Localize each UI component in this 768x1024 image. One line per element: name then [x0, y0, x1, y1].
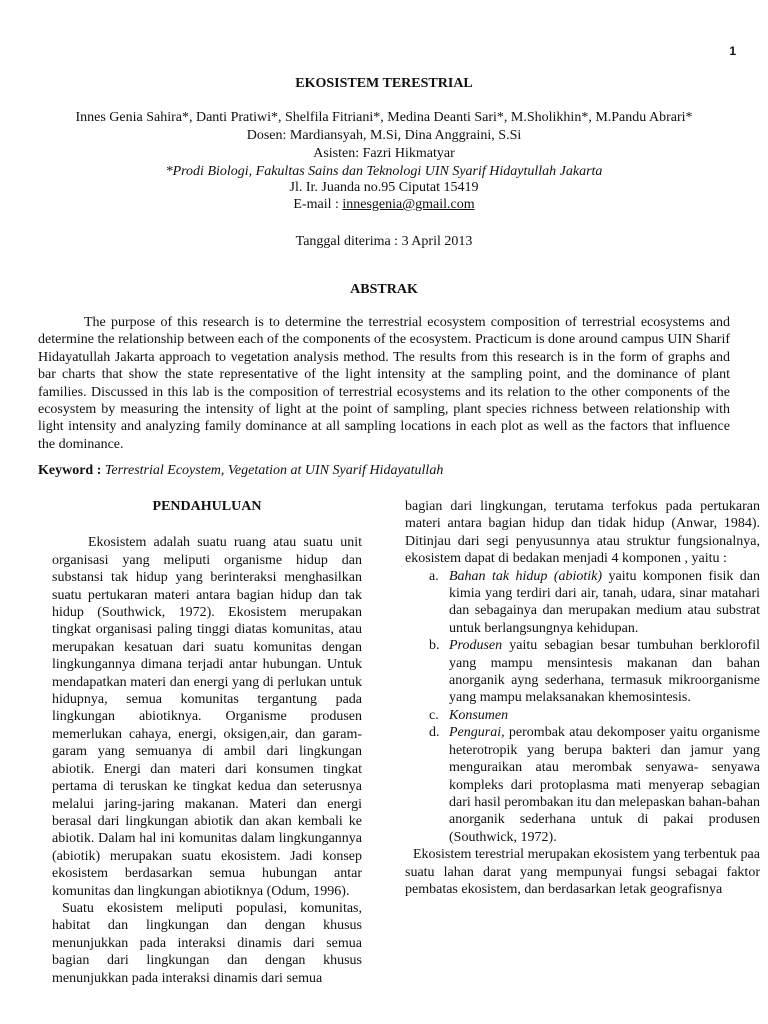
list-item-label: a.: [429, 568, 439, 584]
address: Jl. Ir. Juanda no.95 Ciputat 15419: [289, 180, 479, 195]
list-item-text: yaitu sebagian besar tumbuhan berklorofil yang mampu mensintesis makanan dan bahan anorganik ayng sederhana, termasuk mikroorganisme yang mampu melaksanakan khemosintesis.: [449, 638, 760, 706]
intro-paragraph-1: Ekosistem adalah suatu ruang atau suatu unit organisasi yang meliputi organisme hidup dan substansi tak hidup yang berinteraksi menghasilkan suatu pertukaran materi antara bagian hidup dan tak hidup (Southwick, 1972). Ekosistem merupakan tingkat organisasi paling tinggi diatas komunitas, atau merupakan kesatuan dari suatu komunitas dengan lingkungannya dimana terjadi antar hubungan. Untuk mendapatkan materi dan energi yang di perlukan untuk hidupnya, semua komunitas tergantung pada lingkungan abiotiknya. Organisme produsen memerlukan cahaya, energi, oksigen,air, dan garam- garam yang semuanya di ambil dari lingkungan abiotik. Energi dan materi dari konsumen tingkat pertama di teruskan ke tingkat kedua dan seterusnya melalui jaring-jaring makanan. Materi dan energi berasal dari lingkungan abiotik dan akan kembali ke abiotik. Dalam hal ini komunitas dalam lingkungannya (abiotik) merupakan suatu ekosistem. Jadi konsep ekosistem berdasarkan semua hubungan antar komunitas dan lingkungan abiotiknya (Odum, 1996).: [52, 535, 362, 899]
list-item-text: yaitu komponen fisik dan kimia yang terdiri dari air, tanah, udara, sinar matahari dan sebagainya dan merupakan medium atau substrat untuk berlangsungnya kehidupan.: [449, 568, 760, 636]
left-column: [52, 498, 362, 987]
list-item-term: Bahan tak hidup (abiotik): [449, 568, 603, 584]
received-date: Tanggal diterima : 3 April 2013: [295, 234, 473, 249]
email-label: E-mail :: [293, 197, 343, 212]
keyword-line: [38, 462, 730, 480]
abstract-heading: ABSTRAK: [350, 282, 418, 297]
email-link[interactable]: innesgenia@gmail.com: [342, 197, 475, 212]
list-item: [405, 637, 760, 707]
keyword-text: Terrestrial Ecoystem, Vegetation at UIN Syarif Hidayatullah: [104, 463, 444, 478]
paper-title: EKOSISTEM TERESTRIAL: [295, 76, 473, 91]
list-item-text: perombak atau dekomposer yaitu organisme heterotropik yang berupa bakteri dan jamur yang menguraikan atau merombak senyawa- senyawa kompleks dari protoplasma mati menyerap sebagian dari hasil perombakan itu dan melepaskan bahan-bahan anorganik sederhana untuk di pakai produsen (Southwick, 1972).: [449, 725, 760, 845]
list-item-label: c.: [429, 707, 439, 723]
page-number: 1: [729, 44, 736, 58]
assistant: Asisten: Fazri Hikmatyar: [313, 146, 455, 161]
list-item: [405, 568, 760, 638]
list-item: [405, 707, 760, 724]
list-item-term: Produsen: [449, 638, 503, 654]
keyword-label: Keyword :: [38, 463, 105, 478]
list-item-label: d.: [429, 725, 440, 741]
affiliation: *Prodi Biologi, Fakultas Sains dan Teknologi UIN Syarif Hidaytullah Jakarta: [165, 164, 603, 179]
author-list: Innes Genia Sahira*, Danti Pratiwi*, Shelfila Fitriani*, Medina Deanti Sari*, M.Sholikhin*, M.Pandu Abrari*: [75, 110, 693, 125]
intro-paragraph-2: Suatu ekosistem meliputi populasi, komunitas, habitat dan lingkungan dan dengan khusus menunjukkan pada interaksi dinamis dari semua bagian dari lingkungan dan dengan khusus menunjukkan pada interaksi dinamis dari semua: [52, 900, 362, 986]
list-item: [405, 724, 760, 846]
abstract-text: The purpose of this research is to determine the terrestrial ecosystem composition of terrestrial ecosystems and determine the relationship between each of the components of the ecosystem. Practicum is done around campus UIN Sharif Hidayatullah Jakarta approach to vegetation analysis method. The results from this research is in the form of graphs and bar charts that show the state representative of the light intensity at the sampling point, and the dominance of plant families. Discussed in this lab is the composition of terrestrial ecosystems and its relation to the other components of the ecosystem by measuring the intensity of light at the point of sampling, plant species richness between relationship with light intensity and analyzing family dominance at all sampling locations in each plot as well as the factors that influence the dominance.: [38, 315, 731, 452]
component-list: [405, 568, 760, 847]
right-paragraph-1: bagian dari lingkungan, terutama terfokus pada pertukaran materi antara bagian hidup dan tidak hidup (Anwar, 1984). Ditinjau dari segi penyusunnya atau struktur fungsionalnya, ekosistem dapat di bedakan menjadi 4 komponen , yaitu :: [405, 499, 760, 567]
right-paragraph-2: Ekosistem terestrial merupakan ekosistem yang terbentuk paa suatu lahan darat yang mempunyai fungsi sebagai faktor pembatas ekosistem, dan berdasarkan letak geografisnya: [405, 847, 760, 897]
list-item-label: b.: [429, 638, 440, 654]
email-line: [30, 195, 738, 214]
intro-heading: PENDAHULUAN: [152, 499, 262, 514]
lecturers: Dosen: Mardiansyah, M.Si, Dina Anggraini, S.Si: [246, 128, 522, 143]
right-column: [405, 498, 760, 898]
list-item-term: Pengurai,: [449, 725, 505, 741]
list-item-term: Konsumen: [449, 707, 509, 723]
